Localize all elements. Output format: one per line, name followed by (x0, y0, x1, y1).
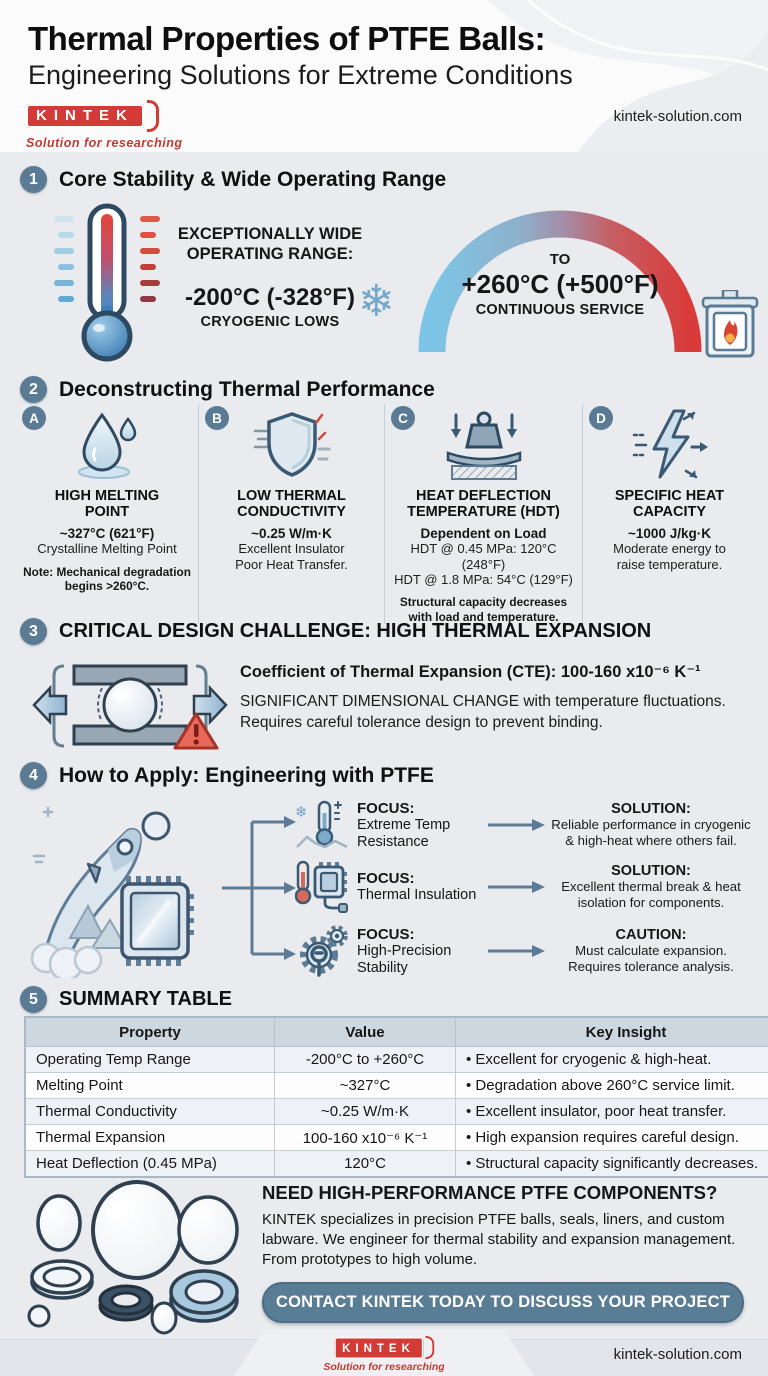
card-d-detail1: Moderate energy to (613, 541, 726, 557)
operating-range-text (165, 224, 375, 330)
col-header-property: Property (25, 1017, 275, 1047)
cte-body-line1: SIGNIFICANT DIMENSIONAL CHANGE with temperature fluctuations. (240, 693, 726, 710)
kintek-logo-box (26, 104, 144, 128)
card-c-note: Structural capacity decreases with load and temperature. (399, 595, 568, 624)
section3-number-badge: 3 (20, 618, 47, 645)
solution-text-2: Excellent thermal break & heat isolation for components. (561, 878, 741, 910)
right-arrow-icon (486, 879, 546, 895)
rocket-chip-illustration (30, 798, 220, 978)
high-temp-value: +260°C (+500°F) (461, 269, 659, 299)
website-url-bottom: kintek-solution.com (613, 1346, 742, 1363)
cell-insight: • Excellent insulator, poor heat transfer. (456, 1099, 768, 1125)
card-hdt (385, 404, 583, 624)
solution-label-1: SOLUTION: (611, 800, 691, 817)
card-b-detail1: Excellent Insulator (238, 541, 345, 557)
card-c-badge: C (391, 406, 415, 430)
kintek-logo (26, 100, 182, 150)
cell-property: Thermal Expansion (25, 1125, 275, 1151)
furnace-icon (700, 290, 760, 362)
kintek-logo-text: KINTEK (36, 107, 134, 124)
cell-property: Heat Deflection (0.45 MPa) (25, 1151, 275, 1178)
section5-number-badge: 5 (20, 986, 47, 1013)
cte-body-line2: Requires careful tolerance design to prevent binding. (240, 713, 603, 731)
high-temp-text (425, 251, 695, 318)
focus-text-2: Thermal Insulation (357, 887, 477, 904)
page-subtitle: Engineering Solutions for Extreme Conditions (28, 60, 573, 90)
cell-value: 100-160 x10⁻⁶ K⁻¹ (275, 1125, 456, 1151)
weight-load-icon (442, 409, 526, 481)
footer-logo-box (334, 1337, 423, 1359)
focus-label-2: FOCUS: (357, 870, 415, 888)
header (0, 0, 768, 152)
section5-title: SUMMARY TABLE (59, 988, 232, 1010)
card-a-badge: A (22, 406, 46, 430)
water-drop-icon (71, 409, 143, 481)
cell-property: Melting Point (25, 1073, 275, 1099)
apply-row-temp-resistance (293, 796, 755, 854)
insulation-shield-icon (253, 409, 331, 481)
section1-title: Core Stability & Wide Operating Range (59, 167, 447, 191)
page-title: Thermal Properties of PTFE Balls: (28, 20, 546, 57)
card-c-detail1: HDT @ 0.45 MPa: 120°C (248°F) (410, 541, 557, 572)
col-header-insight: Key Insight (456, 1017, 768, 1047)
cte-body-text (240, 692, 755, 734)
table-row (25, 1073, 768, 1099)
caution-text: Must calculate expansion. Requires tolerance analysis. (568, 942, 734, 974)
footer-kintek-logo (323, 1336, 444, 1373)
cell-value: 120°C (275, 1151, 456, 1178)
card-d-title: SPECIFIC HEAT CAPACITY (614, 488, 725, 521)
website-url-top: kintek-solution.com (613, 108, 742, 125)
card-b-value: ~0.25 W/m·K (251, 526, 332, 542)
high-temp-caption: CONTINUOUS SERVICE (475, 302, 645, 318)
footer-logo-text: KINTEK (342, 1342, 415, 1355)
thermal-expansion-icon (30, 656, 230, 756)
snowflake-icon: ❄ (358, 276, 395, 327)
table-row (25, 1125, 768, 1151)
cell-value: -200°C to +260°C (275, 1047, 456, 1073)
thermometer-chip-icon (295, 860, 349, 914)
thermometer-ticks-left (54, 216, 74, 302)
table-row (25, 1099, 768, 1125)
col-header-value: Value (275, 1017, 456, 1047)
range-label: EXCEPTIONALLY WIDE OPERATING RANGE: (177, 225, 363, 264)
card-c-detail2: HDT @ 1.8 MPa: 54°C (129°F) (394, 572, 573, 588)
section1-number-badge: 1 (20, 166, 47, 193)
thermometer-ticks-right (140, 216, 160, 302)
right-arrow-icon (486, 943, 546, 959)
cte-value-line: Coefficient of Thermal Expansion (CTE): 100-160 x10⁻⁶ K⁻¹ (240, 663, 701, 681)
caution-label: CAUTION: (615, 926, 687, 943)
cell-property: Operating Temp Range (25, 1047, 275, 1073)
focus-label-1: FOCUS: (357, 800, 415, 818)
section4-title: How to Apply: Engineering with PTFE (59, 763, 434, 787)
card-a-detail: Crystalline Melting Point (37, 541, 177, 557)
right-arrow-icon (486, 817, 546, 833)
cell-value: ~0.25 W/m·K (275, 1099, 456, 1125)
to-label: TO (549, 251, 571, 268)
card-a-title: HIGH MELTING POINT (54, 488, 160, 521)
card-d-detail2: raise temperature. (616, 556, 723, 572)
card-melting-point (16, 404, 199, 624)
focus-text-3: High-Precision Stability (357, 943, 452, 976)
section1-header (20, 166, 446, 193)
table-row (25, 1047, 768, 1073)
lightning-bolt-icon (632, 409, 708, 481)
solution-text-1: Reliable performance in cryogenic & high-heat where others fail. (551, 816, 751, 848)
low-temp-value: -200°C (-328°F) (185, 284, 355, 312)
thermometer-icon (46, 198, 168, 366)
thermal-property-cards (16, 404, 756, 624)
cell-property: Thermal Conductivity (25, 1099, 275, 1125)
section2-header (20, 376, 435, 403)
section2-title: Deconstructing Thermal Performance (59, 377, 435, 401)
gears-icon (295, 923, 349, 979)
solution-label-2: SOLUTION: (611, 862, 691, 879)
card-b-detail2: Poor Heat Transfer. (235, 556, 348, 572)
cta-body-text: KINTEK specializes in precision PTFE balls, seals, liners, and custom labware. We engineer for thermal stability and expansion management. From prototypes to high volume. (262, 1211, 736, 1268)
summary-table (24, 1016, 768, 1178)
low-temp-caption: CRYOGENIC LOWS (200, 314, 340, 331)
section5-header (20, 986, 232, 1013)
kintek-logo-tail-icon (147, 100, 159, 132)
branch-connector-lines (222, 800, 300, 976)
kintek-tagline: Solution for researching (26, 136, 183, 150)
focus-label-3: FOCUS: (357, 926, 415, 944)
ptfe-balls-illustration (22, 1178, 250, 1336)
apply-row-insulation (293, 858, 755, 916)
card-b-title: LOW THERMAL CONDUCTIVITY (237, 488, 346, 521)
cell-insight: • Structural capacity significantly decreases. (456, 1151, 768, 1178)
card-d-value: ~1000 J/kg·K (628, 526, 711, 542)
footer-logo-tail-icon (425, 1336, 434, 1359)
footer-tagline: Solution for researching (323, 1361, 445, 1373)
cell-insight: • High expansion requires careful design. (456, 1125, 768, 1151)
section2-number-badge: 2 (20, 376, 47, 403)
card-a-value: ~327°C (621°F) (59, 526, 155, 542)
table-row (25, 1151, 768, 1178)
cta-heading: NEED HIGH-PERFORMANCE PTFE COMPONENTS? (262, 1182, 718, 1203)
card-c-title: HEAT DEFLECTION TEMPERATURE (HDT) (407, 488, 560, 521)
section4-number-badge: 4 (20, 762, 47, 789)
card-d-badge: D (589, 406, 613, 430)
contact-button[interactable]: CONTACT KINTEK TODAY TO DISCUSS YOUR PROJECT (262, 1282, 744, 1323)
apply-row-precision (293, 920, 755, 982)
card-conductivity (199, 404, 385, 624)
cell-value: ~327°C (275, 1073, 456, 1099)
section3-header (20, 618, 651, 645)
table-header-row (25, 1017, 768, 1047)
card-c-value: Dependent on Load (420, 526, 547, 542)
focus-text-1: Extreme Temp Resistance (357, 817, 451, 850)
card-heat-capacity (583, 404, 756, 624)
card-a-note: Note: Mechanical degradation begins >260°C. (23, 564, 191, 593)
section4-header (20, 762, 434, 789)
svg-text:❄: ❄ (295, 803, 308, 821)
cold-thermometer-icon (295, 799, 349, 851)
cell-insight: • Degradation above 260°C service limit. (456, 1073, 768, 1099)
section3-title: CRITICAL DESIGN CHALLENGE: HIGH THERMAL EXPANSION (59, 620, 652, 642)
cell-insight: • Excellent for cryogenic & high-heat. (456, 1047, 768, 1073)
card-b-badge: B (205, 406, 229, 430)
